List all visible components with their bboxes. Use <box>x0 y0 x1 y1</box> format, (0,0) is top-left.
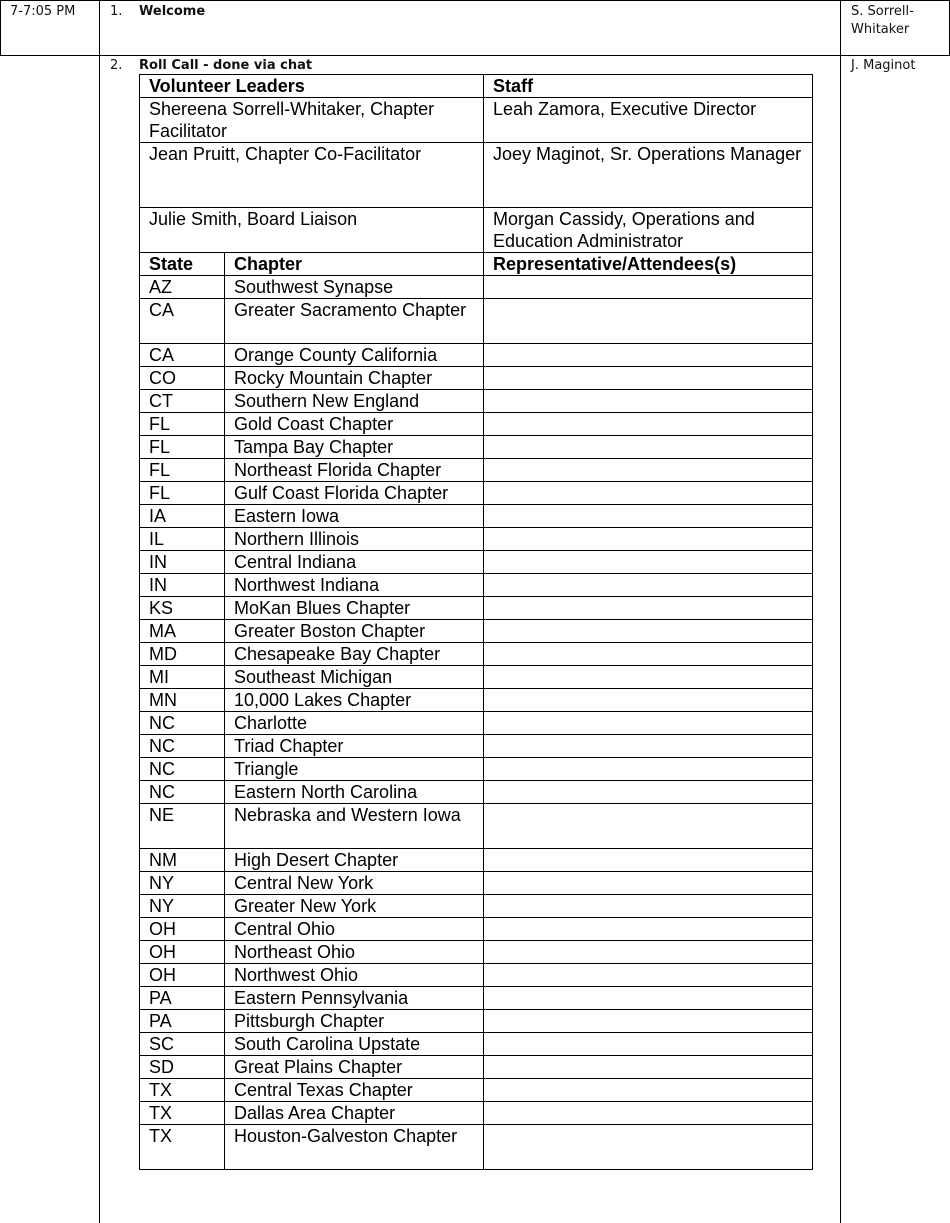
chapter-cell: MoKan Blues Chapter <box>225 597 484 620</box>
representative-cell[interactable] <box>484 804 813 849</box>
representative-cell[interactable] <box>484 895 813 918</box>
state-cell: CO <box>140 367 225 390</box>
representative-cell[interactable] <box>484 528 813 551</box>
chapter-row <box>140 735 813 758</box>
volunteer-leader-cell: Jean Pruitt, Chapter Co-Facilitator <box>140 143 484 208</box>
chapter-row <box>140 849 813 872</box>
representative-cell[interactable] <box>484 758 813 781</box>
chapter-row <box>140 758 813 781</box>
state-cell: IL <box>140 528 225 551</box>
agenda-owner: J. Maginot <box>851 58 916 73</box>
chapter-row <box>140 528 813 551</box>
chapters-header-row <box>140 253 813 276</box>
chapter-row <box>140 505 813 528</box>
chapter-row <box>140 620 813 643</box>
agenda-left-border <box>0 0 1 56</box>
leader-row <box>140 143 813 208</box>
chapter-cell: Northeast Florida Chapter <box>225 459 484 482</box>
chapter-cell: Gulf Coast Florida Chapter <box>225 482 484 505</box>
chapter-row <box>140 574 813 597</box>
chapter-row <box>140 459 813 482</box>
representative-cell[interactable] <box>484 1102 813 1125</box>
chapter-cell: Chesapeake Bay Chapter <box>225 643 484 666</box>
staff-cell: Leah Zamora, Executive Director <box>484 98 813 143</box>
representative-cell[interactable] <box>484 1056 813 1079</box>
representative-cell[interactable] <box>484 459 813 482</box>
agenda-owner-divider <box>840 0 841 1223</box>
chapter-row <box>140 1010 813 1033</box>
representative-cell[interactable] <box>484 1079 813 1102</box>
chapter-cell: Orange County California <box>225 344 484 367</box>
representative-cell[interactable] <box>484 735 813 758</box>
chapter-row <box>140 964 813 987</box>
representative-cell[interactable] <box>484 551 813 574</box>
state-cell: TX <box>140 1079 225 1102</box>
chapter-row <box>140 413 813 436</box>
chapter-cell: Northeast Ohio <box>225 941 484 964</box>
representative-cell[interactable] <box>484 620 813 643</box>
agenda-time-divider <box>99 0 100 1223</box>
state-cell: CA <box>140 299 225 344</box>
leader-row <box>140 98 813 143</box>
chapter-cell: Triangle <box>225 758 484 781</box>
state-cell: MI <box>140 666 225 689</box>
chapter-row <box>140 1033 813 1056</box>
state-cell: FL <box>140 413 225 436</box>
chapter-row <box>140 1056 813 1079</box>
state-cell: NY <box>140 895 225 918</box>
state-cell: PA <box>140 987 225 1010</box>
chapter-row <box>140 551 813 574</box>
chapter-cell: Eastern Pennsylvania <box>225 987 484 1010</box>
chapter-cell: Gold Coast Chapter <box>225 413 484 436</box>
state-cell: OH <box>140 918 225 941</box>
chapter-cell: Southern New England <box>225 390 484 413</box>
representative-cell[interactable] <box>484 849 813 872</box>
representative-cell[interactable] <box>484 574 813 597</box>
chapter-row <box>140 941 813 964</box>
representative-cell[interactable] <box>484 872 813 895</box>
representative-cell[interactable] <box>484 390 813 413</box>
chapter-cell: Central Ohio <box>225 918 484 941</box>
chapter-cell: Southwest Synapse <box>225 276 484 299</box>
chapter-row <box>140 804 813 849</box>
chapter-row <box>140 482 813 505</box>
representative-cell[interactable] <box>484 666 813 689</box>
representative-header: Representative/Attendees(s) <box>484 253 813 276</box>
state-cell: MA <box>140 620 225 643</box>
state-cell: IA <box>140 505 225 528</box>
state-cell: MN <box>140 689 225 712</box>
state-cell: NE <box>140 804 225 849</box>
state-cell: IN <box>140 551 225 574</box>
representative-cell[interactable] <box>484 597 813 620</box>
agenda-row-divider <box>0 55 950 56</box>
staff-header: Staff <box>484 75 813 98</box>
chapter-row <box>140 390 813 413</box>
representative-cell[interactable] <box>484 482 813 505</box>
chapter-row <box>140 872 813 895</box>
agenda-owner <box>851 4 914 38</box>
representative-cell[interactable] <box>484 643 813 666</box>
state-cell: FL <box>140 436 225 459</box>
representative-cell[interactable] <box>484 413 813 436</box>
state-cell: CA <box>140 344 225 367</box>
volunteer-leader-cell: Shereena Sorrell-Whitaker, Chapter Facilitator <box>140 98 484 143</box>
state-cell: NC <box>140 712 225 735</box>
agenda-time: 7-7:05 PM <box>10 4 76 19</box>
chapter-row <box>140 643 813 666</box>
leaders-header-row <box>140 75 813 98</box>
chapter-cell: Central Indiana <box>225 551 484 574</box>
agenda-item-title: Roll Call - done via chat <box>139 58 313 73</box>
representative-cell[interactable] <box>484 1125 813 1170</box>
state-cell: NC <box>140 758 225 781</box>
state-cell: NC <box>140 781 225 804</box>
representative-cell[interactable] <box>484 344 813 367</box>
agenda-owner-line: Whitaker <box>851 22 910 37</box>
chapter-row <box>140 436 813 459</box>
leader-row <box>140 208 813 253</box>
chapter-cell: Central New York <box>225 872 484 895</box>
agenda-item-title: Welcome <box>139 4 206 19</box>
chapter-cell: Nebraska and Western Iowa <box>225 804 484 849</box>
chapter-row <box>140 276 813 299</box>
chapter-cell: Central Texas Chapter <box>225 1079 484 1102</box>
staff-cell: Morgan Cassidy, Operations and Education Administrator <box>484 208 813 253</box>
state-cell: NC <box>140 735 225 758</box>
representative-cell[interactable] <box>484 689 813 712</box>
agenda-top-border <box>0 0 950 1</box>
representative-cell[interactable] <box>484 712 813 735</box>
state-cell: OH <box>140 964 225 987</box>
state-cell: AZ <box>140 276 225 299</box>
chapter-row <box>140 299 813 344</box>
state-cell: TX <box>140 1102 225 1125</box>
chapter-row <box>140 597 813 620</box>
representative-cell[interactable] <box>484 1010 813 1033</box>
chapter-row <box>140 918 813 941</box>
chapter-cell: Triad Chapter <box>225 735 484 758</box>
chapter-cell: 10,000 Lakes Chapter <box>225 689 484 712</box>
representative-cell[interactable] <box>484 987 813 1010</box>
state-cell: NM <box>140 849 225 872</box>
representative-cell[interactable] <box>484 941 813 964</box>
chapter-cell: Charlotte <box>225 712 484 735</box>
representative-cell[interactable] <box>484 299 813 344</box>
chapter-row <box>140 781 813 804</box>
chapter-row <box>140 987 813 1010</box>
state-cell: SD <box>140 1056 225 1079</box>
chapter-cell: Southeast Michigan <box>225 666 484 689</box>
chapter-row <box>140 1079 813 1102</box>
chapter-row <box>140 1125 813 1170</box>
representative-cell[interactable] <box>484 781 813 804</box>
state-cell: FL <box>140 459 225 482</box>
state-cell: SC <box>140 1033 225 1056</box>
chapter-cell: Eastern North Carolina <box>225 781 484 804</box>
chapter-row <box>140 367 813 390</box>
state-cell: FL <box>140 482 225 505</box>
representative-cell[interactable] <box>484 1033 813 1056</box>
state-cell: NY <box>140 872 225 895</box>
agenda-owner-line: S. Sorrell- <box>851 4 914 19</box>
representative-cell[interactable] <box>484 964 813 987</box>
chapter-row <box>140 712 813 735</box>
state-cell: PA <box>140 1010 225 1033</box>
representative-cell[interactable] <box>484 918 813 941</box>
chapter-cell: Dallas Area Chapter <box>225 1102 484 1125</box>
representative-cell[interactable] <box>484 505 813 528</box>
state-cell: IN <box>140 574 225 597</box>
representative-cell[interactable] <box>484 276 813 299</box>
chapter-cell: Eastern Iowa <box>225 505 484 528</box>
state-header: State <box>140 253 225 276</box>
chapter-cell: Great Plains Chapter <box>225 1056 484 1079</box>
chapter-cell: Houston-Galveston Chapter <box>225 1125 484 1170</box>
representative-cell[interactable] <box>484 367 813 390</box>
chapter-row <box>140 344 813 367</box>
chapter-cell: Pittsburgh Chapter <box>225 1010 484 1033</box>
state-cell: TX <box>140 1125 225 1170</box>
chapter-header: Chapter <box>225 253 484 276</box>
chapter-cell: Greater Boston Chapter <box>225 620 484 643</box>
agenda-item-number: 1. <box>110 4 123 19</box>
volunteer-leaders-header: Volunteer Leaders <box>140 75 484 98</box>
chapter-cell: South Carolina Upstate <box>225 1033 484 1056</box>
roll-call-table <box>139 74 813 1170</box>
state-cell: MD <box>140 643 225 666</box>
representative-cell[interactable] <box>484 436 813 459</box>
chapter-cell: Greater New York <box>225 895 484 918</box>
chapter-row <box>140 1102 813 1125</box>
chapter-row <box>140 666 813 689</box>
chapter-cell: Northern Illinois <box>225 528 484 551</box>
staff-cell: Joey Maginot, Sr. Operations Manager <box>484 143 813 208</box>
chapter-cell: Northwest Ohio <box>225 964 484 987</box>
state-cell: KS <box>140 597 225 620</box>
chapter-row <box>140 689 813 712</box>
chapter-cell: Northwest Indiana <box>225 574 484 597</box>
chapter-row <box>140 895 813 918</box>
chapter-cell: Greater Sacramento Chapter <box>225 299 484 344</box>
state-cell: OH <box>140 941 225 964</box>
state-cell: CT <box>140 390 225 413</box>
chapter-cell: High Desert Chapter <box>225 849 484 872</box>
volunteer-leader-cell: Julie Smith, Board Liaison <box>140 208 484 253</box>
chapter-cell: Tampa Bay Chapter <box>225 436 484 459</box>
chapter-cell: Rocky Mountain Chapter <box>225 367 484 390</box>
agenda-item-number: 2. <box>110 58 123 73</box>
